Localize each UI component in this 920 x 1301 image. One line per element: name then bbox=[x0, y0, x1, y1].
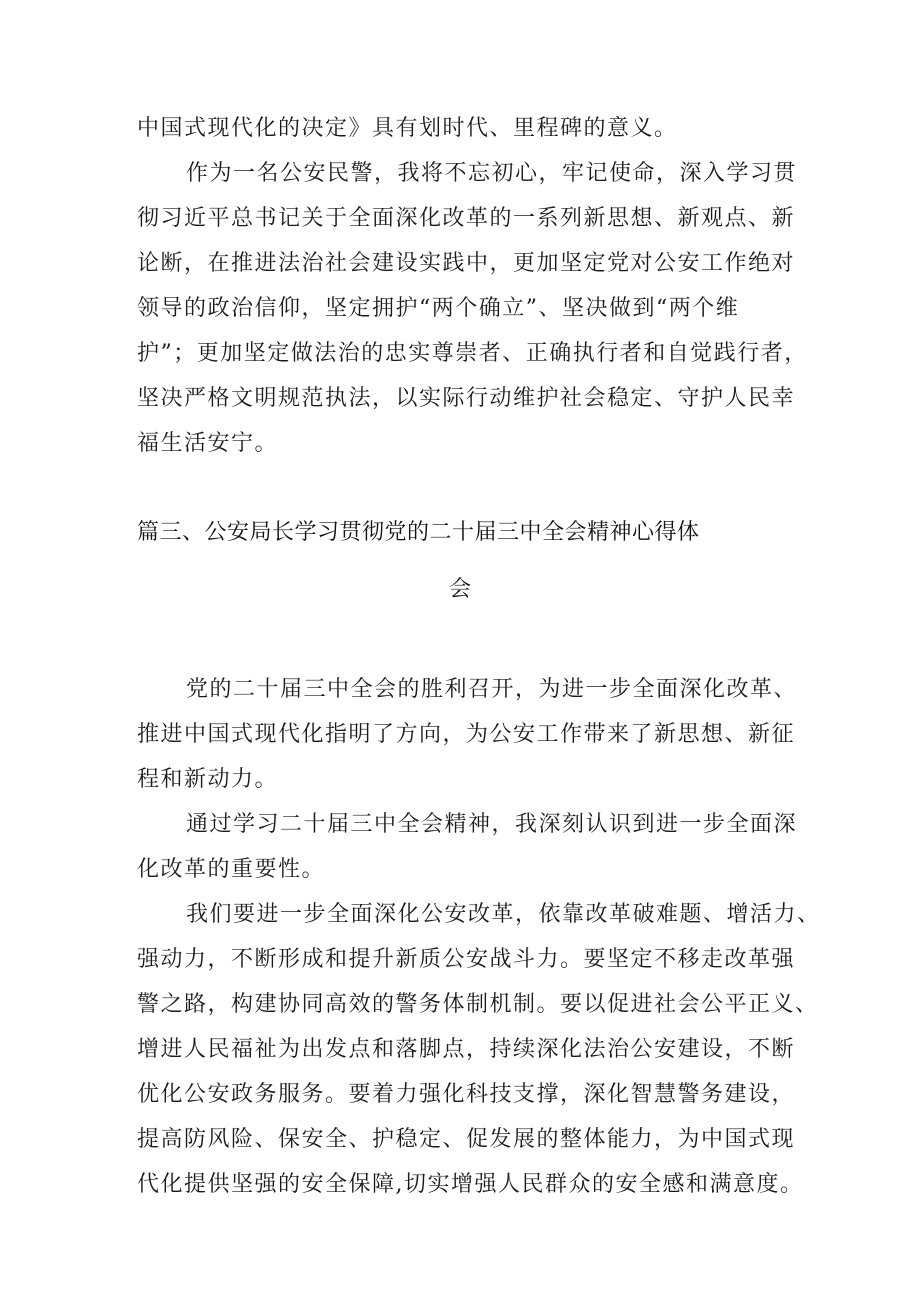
paragraph-line: 论断，在推进法治社会建设实践中，更加坚定党对公安工作绝对 bbox=[137, 251, 796, 276]
paragraph-line: 坚决严格文明规范执法，以实际行动维护社会稳定、守护人民幸 bbox=[137, 386, 796, 411]
paragraph-line: 党的二十届三中全会的胜利召开，为进一步全面深化改革、 bbox=[186, 677, 798, 702]
section-title-continuation: 会 bbox=[448, 577, 471, 602]
paragraph-tail-line: 中国式现代化的决定》具有划时代、里程碑的意义。 bbox=[137, 116, 678, 141]
paragraph-line: 推进中国式现代化指明了方向，为公安工作带来了新思想、新征 bbox=[137, 722, 796, 747]
paragraph-line: 化改革的重要性。 bbox=[137, 857, 326, 882]
paragraph-line: 护”；更加坚定做法治的忠实尊崇者、正确执行者和自觉践行者， bbox=[137, 341, 808, 366]
paragraph-line: 领导的政治信仰，坚定拥护“两个确立”、坚决做到“两个维 bbox=[137, 296, 740, 321]
paragraph-line: 程和新动力。 bbox=[137, 767, 279, 792]
paragraph-line: 提高防风险、保安全、护稳定、促发展的整体能力，为中国式现 bbox=[137, 1127, 796, 1152]
paragraph-line: 作为一名公安民警，我将不忘初心，牢记使命，深入学习贯 bbox=[186, 161, 798, 186]
paragraph-line: 强动力，不断形成和提升新质公安战斗力。要坚定不移走改革强 bbox=[137, 947, 796, 972]
paragraph-line: 通过学习二十届三中全会精神，我深刻认识到进一步全面深 bbox=[186, 812, 798, 837]
paragraph-line: 增进人民福祉为出发点和落脚点，持续深化法治公安建设，不断 bbox=[137, 1037, 796, 1062]
paragraph-line: 代化提供坚强的安全保障,切实增强人民群众的安全感和满意度。 bbox=[137, 1172, 804, 1197]
paragraph-line: 优化公安政务服务。要着力强化科技支撑，深化智慧警务建设， bbox=[137, 1082, 796, 1107]
paragraph-line: 福生活安宁。 bbox=[137, 431, 279, 456]
section-title: 篇三、公安局长学习贯彻党的二十届三中全会精神心得体 bbox=[137, 520, 700, 545]
paragraph-line: 警之路，构建协同高效的警务体制机制。要以促进社会公平正义、 bbox=[137, 992, 819, 1017]
paragraph-line: 我们要进一步全面深化公安改革，依靠改革破难题、增活力、 bbox=[186, 902, 821, 927]
paragraph-line: 彻习近平总书记关于全面深化改革的一系列新思想、新观点、新 bbox=[137, 206, 796, 231]
